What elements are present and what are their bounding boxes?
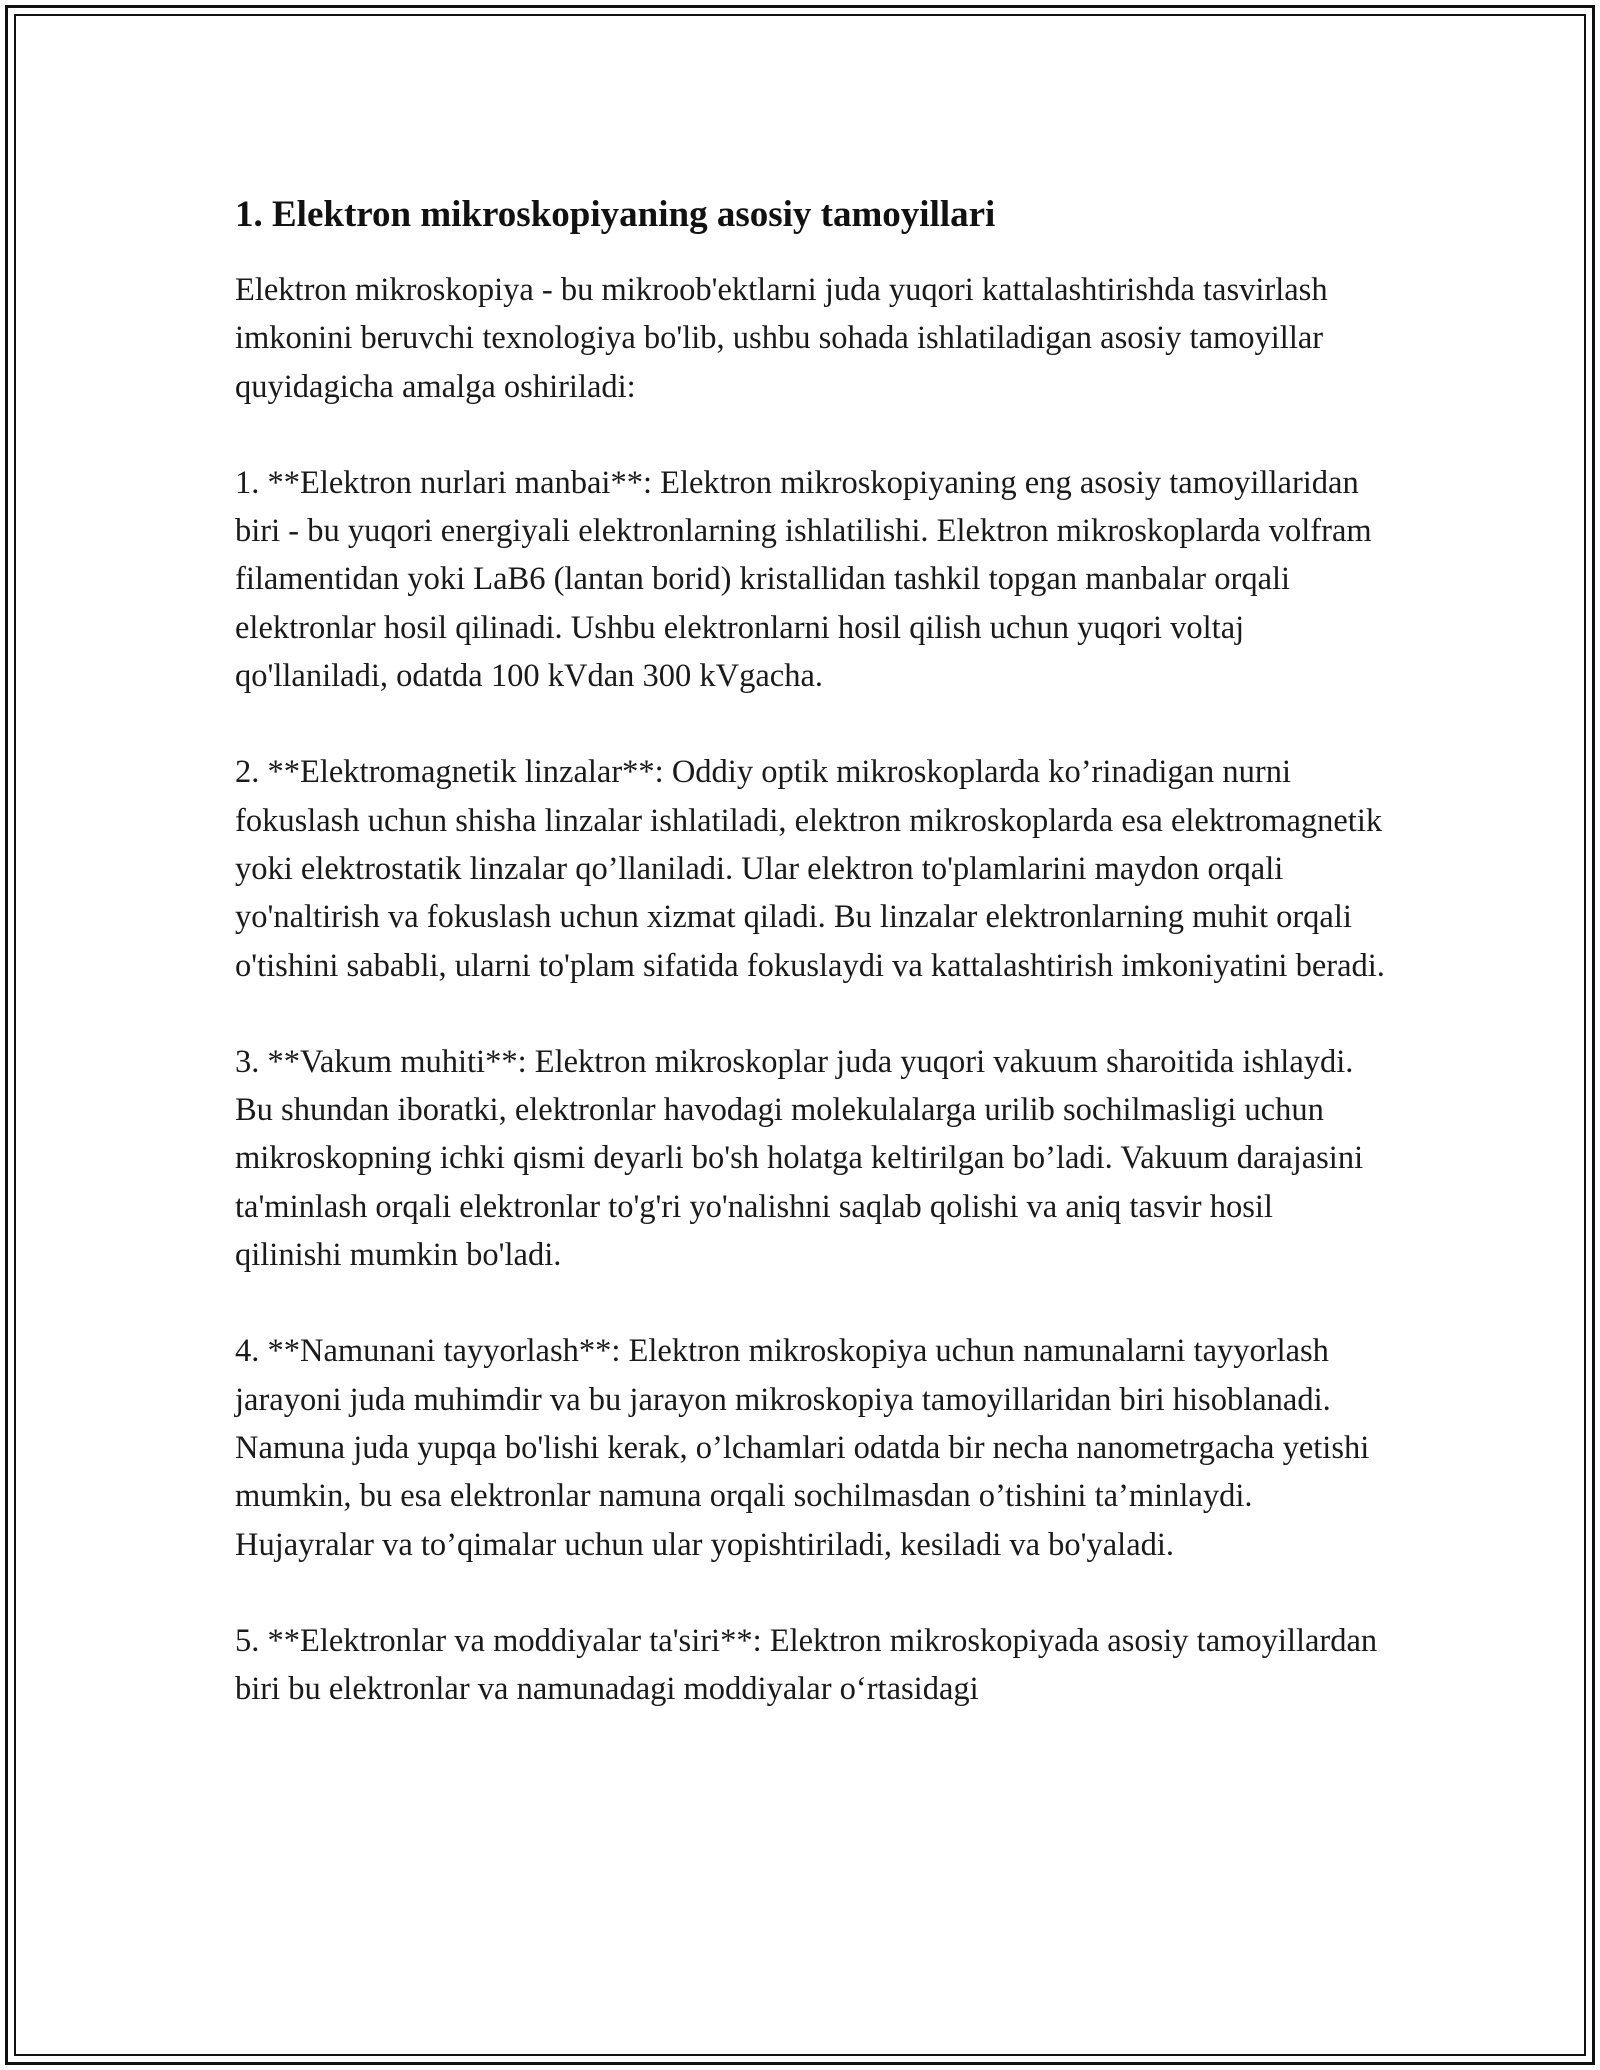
principle-item-5: 5. **Elektronlar va moddiyalar ta'siri**: Elektron mikroskopiyada asosiy tamoyillardan biri bu elektronlar va namunadagi moddiyalar o‘rtasidagi xyxy=(235,1622,1378,1708)
principle-item-1: 1. **Elektron nurlari manbai**: Elektron mikroskopiyaning eng asosiy tamoyillaridan biri - bu yuqori energiyali elektronlarning ishlatilishi. Elektron mikroskoplarda volfram filamentidan yoki LaB6 (lantan borid) kristallidan tashkil topgan manbalar orqali elektronlar hosil qilinadi. Ushbu elektronlarni hosil qilish uchun yuqori voltaj qo'llaniladi, odatda 100 kVdan 300 kVgacha. xyxy=(235,464,1372,695)
document-body xyxy=(235,190,1385,1761)
section-heading: 1. Elektron mikroskopiyaning asosiy tamoyillari xyxy=(235,194,996,235)
intro-paragraph: Elektron mikroskopiya - bu mikroob'ektlarni juda yuqori kattalashtirishda tasvirlash imkonini beruvchi texnologiya bo'lib, ushbu sohada ishlatiladigan asosiy tamoyillar quyidagicha amalga oshiriladi: xyxy=(235,272,1328,405)
principle-item-3: 3. **Vakum muhiti**: Elektron mikroskoplar juda yuqori vakuum sharoitida ishlaydi. Bu shundan iboratki, elektronlar havodagi molekulalarga urilib sochilmasligi uchun mikroskopning ichki qismi deyarli bo'sh holatga keltirilgan bo’ladi. Vakuum darajasini ta'minlash orqali elektronlar to'g'ri yo'nalishni saqlab qolishi va aniq tasvir hosil qilinishi mumkin bo'ladi. xyxy=(235,1043,1364,1274)
principle-item-2: 2. **Elektromagnetik linzalar**: Oddiy optik mikroskoplarda ko’rinadigan nurni fokuslash uchun shisha linzalar ishlatiladi, elektron mikroskoplarda esa elektromagnetik yoki elektrostatik linzalar qo’llaniladi. Ular elektron to'plamlarini maydon orqali yo'naltirish va fokuslash uchun xizmat qiladi. Bu linzalar elektronlarning muhit orqali o'tishini sababli, ularni to'plam sifatida fokuslaydi va kattalashtirish imkoniyatini beradi. xyxy=(235,754,1385,984)
principle-item-4: 4. **Namunani tayyorlash**: Elektron mikroskopiya uchun namunalarni tayyorlash jarayoni juda muhimdir va bu jarayon mikroskopiya tamoyillaridan biri hisoblanadi. Namuna juda yupqa bo'lishi kerak, o’lchamlari odatda bir necha nanometrgacha yetishi mumkin, bu esa elektronlar namuna orqali sochilmasdan o’tishini ta’minlaydi. Hujayralar va to’qimalar uchun ular yopishtiriladi, kesiladi va bo'yaladi. xyxy=(235,1333,1370,1563)
